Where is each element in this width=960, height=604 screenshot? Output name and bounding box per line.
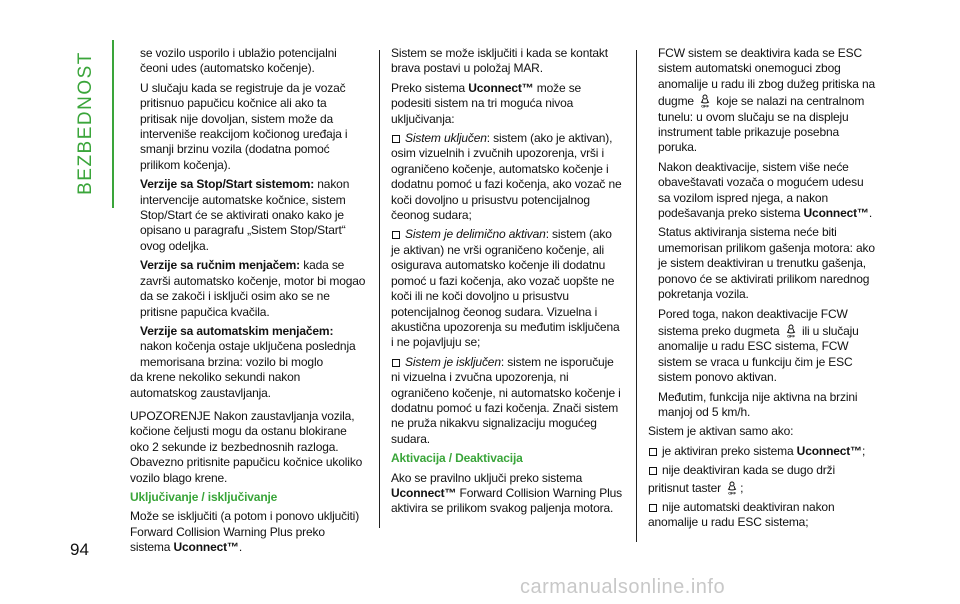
- paragraph: Verzije sa automatskim menjačem: nakon kočenja ostaje uključena poslednja memorisana brzina: vozilo bi moglo: [140, 323, 356, 369]
- column-1: [130, 46, 366, 560]
- paragraph: Sistem je aktivan samo ako:: [648, 424, 794, 439]
- paragraph: Sistem se može isključiti i kada se kontakt brava postavi u položaj MAR.: [391, 46, 608, 76]
- paragraph: da krene nekoliko sekundi nakon automatskog zaustavljanja.: [130, 370, 301, 400]
- list-item: je aktiviran preko sistema Uconnect™;: [648, 444, 878, 459]
- warning-paragraph: UPOZORENJE Nakon zaustavljanja vozila, kočione čeljusti mogu da ostanu blokirane oko 2 sekunde iz bezbednosnih razloga. Obavezno pritisnite papučicu kočnice ukoliko vozilo blago krene.: [130, 408, 363, 485]
- paragraph: U slučaju kada se registruje da je vozač pritisnuo papučicu kočnice ali ako ta pritisak nije dovoljan, sistem može da interveniše reakcijom kočionog uređaja i smanji brzinu vozila (dodatna pomoć prilikom kočenja).: [140, 80, 348, 172]
- bullet-icon: [649, 467, 657, 475]
- section-heading: Aktivacija / Deaktivacija: [391, 451, 523, 466]
- bullet-icon: [649, 504, 657, 512]
- section-title: BEZBEDNOST: [75, 50, 96, 195]
- column-divider: [636, 50, 637, 542]
- paragraph: FCW sistem se deaktivira kada se ESC sistem automatski onemoguci zbog anomalije u radu ili zbog dužeg pritiska na dugme koje se nalazi na centralnom tunelu: u ovom slučaju se na displeju instrument table prikazuje posebna poruka.: [658, 46, 876, 155]
- section-heading: Uključivanje / isključivanje: [130, 489, 278, 504]
- column-2: [391, 46, 623, 521]
- bullet-icon: [649, 448, 657, 456]
- paragraph: Preko sistema Uconnect™ može se podesiti sistem na tri moguća nivoa uključivanja:: [391, 80, 582, 126]
- list-item: Sistem uključen: sistem (ako je aktivan), osim vizuelnih i zvučnih upozorenja, vrši i ograničeno kočenje, automatsko kočenje i dodatnu pomoć u fazi kočenja, ako vozač ne koči dovoljno u prisustvu potencijalnog čeonog sudara;: [391, 131, 622, 223]
- esc-off-button-icon: [784, 322, 798, 338]
- column-3: [648, 46, 878, 535]
- paragraph: Status aktiviranja sistema neće biti umemorisan prilikom gašenja motora: ako je sistem deaktiviran u trenutku gašenja, ponovo će se aktivirati prilikom narednog pokretanja vozila.: [658, 225, 875, 302]
- column-divider: [379, 50, 380, 528]
- list-item: Sistem je isključen: sistem ne isporučuje ni vizuelna i zvučna upozorenja, ni ograničeno kočenje, ni automatsko kočenje i dodatnu pomoć u fazi kočenja. Znači sistem ne pruža nikakvu signalizaciju mogućeg sudara.: [391, 354, 621, 446]
- bullet-icon: [392, 135, 400, 143]
- bullet-icon: [392, 359, 400, 367]
- paragraph: Ako se pravilno uključi preko sistema Uconnect™ Forward Collision Warning Plus aktivira se prilikom svakog paljenja motora.: [391, 470, 622, 516]
- esc-off-button-icon: [725, 479, 739, 495]
- list-item: nije deaktiviran kada se dugo drži pritisnut taster ;: [648, 463, 836, 495]
- list-item: Sistem je delimično aktivan: sistem (ako je aktivan) ne vrši ograničeno kočenje, ali osigurava automatsko kočenje ili dodatnu pomoć u fazi kočenja, ako vozač uopšte ne koči ili ne koči dovoljno u prisustvu potencijalnog čeonog sudara. Vizuelna i akustična upozorenja su međutim isključena i ne pojavljuju se;: [391, 227, 620, 350]
- paragraph: Verzije sa Stop/Start sistemom: nakon intervencije automatske kočnice, sistem Stop/Start će se aktivirati onako kako je opisano u paragrafu „Sistem Stop/Start“ ovog odeljka.: [140, 177, 350, 253]
- paragraph: Verzije sa ručnim menjačem: kada se završi automatsko kočenje, motor bi mogao da se zakoči i isključi osim ako se ne pritisne papučica kvačila.: [140, 258, 366, 319]
- paragraph: Može se isključiti (a potom i ponovo uključiti) Forward Collision Warning Plus preko sistema Uconnect™.: [130, 509, 360, 555]
- bullet-icon: [392, 231, 400, 239]
- esc-off-button-icon: [698, 92, 712, 108]
- list-item: nije automatski deaktiviran nakon anomalije u radu ESC sistema;: [648, 499, 835, 530]
- paragraph: se vozilo usporilo i ublažio potencijalni čeoni udes (automatsko kočenje).: [140, 46, 337, 76]
- page-number: 94: [70, 540, 89, 559]
- paragraph: Međutim, funkcija nije aktivna na brzini manjoj od 5 km/h.: [658, 389, 858, 419]
- section-rule: [112, 40, 114, 208]
- watermark: carmanualsonline.info: [520, 576, 726, 598]
- paragraph: Nakon deaktivacije, sistem više neće obaveštavati vozača o mogućem udesu sa vozilom ispred njega, a nakon podešavanja preko sistema Uconnect™.: [658, 159, 873, 221]
- paragraph: Pored toga, nakon deaktivacije FCW sistema preko dugmeta ili u slučaju anomalije u radu ESC sistema, FCW sistem se vraca u funkciju čim je ESC sistem ponovo aktivan.: [658, 306, 859, 385]
